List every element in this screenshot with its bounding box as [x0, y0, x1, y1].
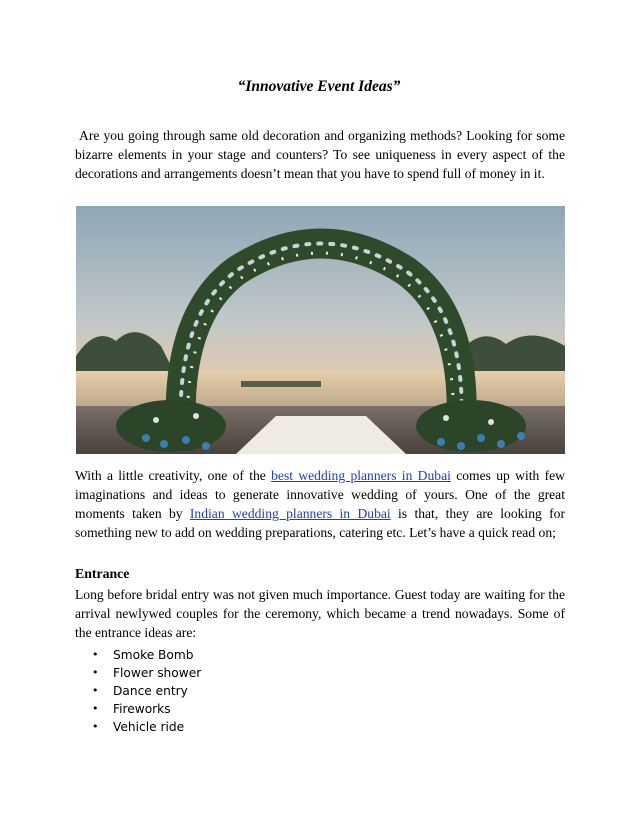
- bullet-icon: •: [92, 666, 99, 679]
- bullet-icon: •: [92, 648, 99, 661]
- best-wedding-planners-link[interactable]: best wedding planners in Dubai: [271, 468, 451, 483]
- intro-paragraph: Are you going through same old decoration and organizing methods? Looking for some bizarre elements in your stage and counters? To see uniqueness in every aspect of the decorations and arrangements doesn’t mean that you have to spend full of money in it.: [75, 128, 565, 181]
- paragraph2-text-3: is that, they are looking for something new to add on wedding preparations, catering etc. Let’s have a quick read on;: [75, 506, 565, 540]
- list-item: [75, 646, 201, 664]
- page-title: “Innovative Event Ideas”: [237, 78, 401, 95]
- list-item-label: Flower shower: [113, 666, 202, 680]
- paragraph2-text-1: With a little creativity, one of the: [75, 468, 272, 483]
- list-item-label: Dance entry: [113, 684, 188, 698]
- wedding-arch-photo: [76, 206, 565, 454]
- list-item: [75, 682, 201, 700]
- list-item: [75, 700, 201, 718]
- bullet-icon: •: [92, 684, 99, 697]
- list-item-label: Smoke Bomb: [113, 648, 194, 662]
- entrance-ideas-list: [75, 646, 201, 736]
- bullet-icon: •: [92, 702, 99, 715]
- list-item-label: Vehicle ride: [113, 720, 185, 734]
- paragraph2-text-2: comes up with few imaginations and ideas to generate innovative wedding of yours. One of the great moments taken by: [75, 468, 565, 521]
- list-item: [75, 664, 201, 682]
- indian-wedding-planners-link[interactable]: Indian wedding planners in Dubai: [189, 506, 391, 521]
- list-item-label: Fireworks: [113, 702, 171, 716]
- paragraph-wedding-planners: [75, 466, 565, 542]
- list-item: [75, 718, 201, 736]
- section-heading-entrance: Entrance: [75, 566, 130, 581]
- entrance-paragraph: Long before bridal entry was not given much importance. Guest today are waiting for the arrival newlywed couples for the ceremony, which became a trend nowadays. Some of the entrance ideas are:: [75, 587, 565, 640]
- bullet-icon: •: [92, 720, 99, 733]
